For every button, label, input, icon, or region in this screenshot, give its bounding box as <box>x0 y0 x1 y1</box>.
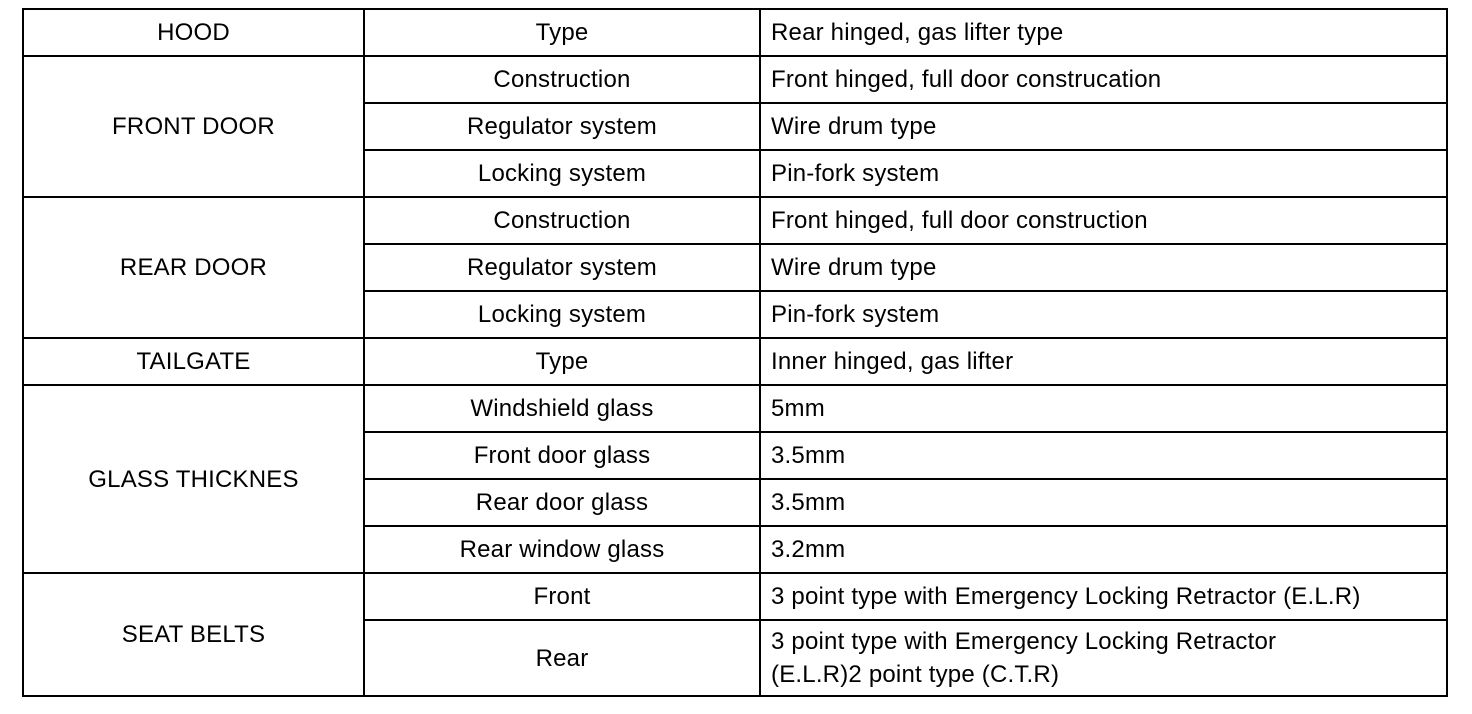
value-cell: 3.2mm <box>760 526 1447 573</box>
value-cell: Wire drum type <box>760 244 1447 291</box>
category-cell: TAILGATE <box>23 338 364 385</box>
category-cell: FRONT DOOR <box>23 56 364 197</box>
table-row <box>23 338 1447 385</box>
item-cell: Type <box>364 9 760 56</box>
value-cell: Front hinged, full door construction <box>760 197 1447 244</box>
table-row <box>23 9 1447 56</box>
value-cell: 3.5mm <box>760 432 1447 479</box>
table-row <box>23 573 1447 620</box>
value-cell: Pin-fork system <box>760 291 1447 338</box>
item-cell: Rear door glass <box>364 479 760 526</box>
item-cell: Rear <box>364 620 760 696</box>
item-cell: Construction <box>364 197 760 244</box>
value-cell <box>760 620 1447 696</box>
category-cell: SEAT BELTS <box>23 573 364 696</box>
item-cell: Front door glass <box>364 432 760 479</box>
item-cell: Locking system <box>364 291 760 338</box>
value-cell: Front hinged, full door construcation <box>760 56 1447 103</box>
item-cell: Type <box>364 338 760 385</box>
item-cell: Rear window glass <box>364 526 760 573</box>
item-cell: Construction <box>364 56 760 103</box>
value-cell: Wire drum type <box>760 103 1447 150</box>
category-cell: GLASS THICKNES <box>23 385 364 573</box>
value-cell: Inner hinged, gas lifter <box>760 338 1447 385</box>
item-cell: Front <box>364 573 760 620</box>
item-cell: Locking system <box>364 150 760 197</box>
value-cell: 5mm <box>760 385 1447 432</box>
specification-table <box>22 8 1448 697</box>
table-row <box>23 385 1447 432</box>
item-cell: Regulator system <box>364 244 760 291</box>
item-cell: Windshield glass <box>364 385 760 432</box>
table-row <box>23 197 1447 244</box>
category-cell: REAR DOOR <box>23 197 364 338</box>
table-row <box>23 56 1447 103</box>
value-cell: 3.5mm <box>760 479 1447 526</box>
category-cell: HOOD <box>23 9 364 56</box>
value-cell: Pin-fork system <box>760 150 1447 197</box>
value-line: 3 point type with Emergency Locking Retractor <box>771 628 1277 655</box>
value-cell: Rear hinged, gas lifter type <box>760 9 1447 56</box>
value-cell: 3 point type with Emergency Locking Retractor (E.L.R) <box>760 573 1447 620</box>
value-line: (E.L.R)2 point type (C.T.R) <box>771 661 1060 688</box>
item-cell: Regulator system <box>364 103 760 150</box>
